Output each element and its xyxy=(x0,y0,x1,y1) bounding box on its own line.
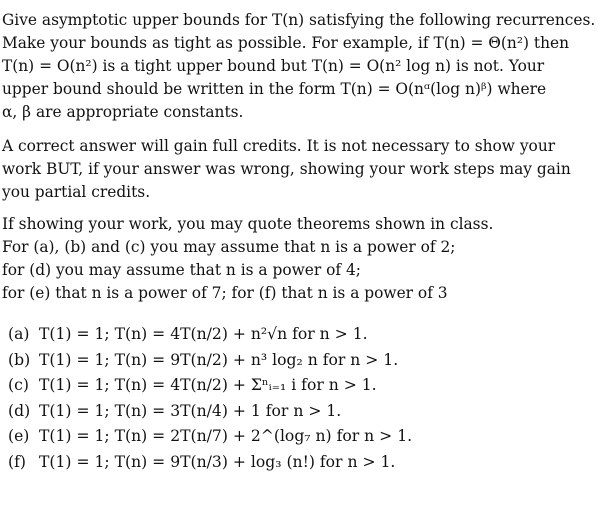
item-label: (b) xyxy=(8,350,31,369)
intro-line: you partial credits. xyxy=(2,183,151,201)
item-label: (c) xyxy=(8,376,29,394)
recurrence-item xyxy=(8,373,598,399)
intro-line: work BUT, if your answer was wrong, showing your work steps may gain xyxy=(2,160,571,178)
intro-line: Make your bounds as tight as possible. For example, if T(n) = Θ(n²) then xyxy=(2,34,570,52)
recurrence-expression: T(1) = 1; T(n) = 4T(n/2) + Σⁿᵢ₌₁ i for n > 1. xyxy=(39,376,377,394)
recurrence-expression: T(1) = 1; T(n) = 9T(n/3) + log₃ (n!) for n > 1. xyxy=(39,452,396,471)
intro-paragraph-1 xyxy=(2,9,613,124)
recurrence-item xyxy=(8,424,598,450)
item-label: (e) xyxy=(8,427,30,445)
intro-line: for (e) that n is a power of 7; for (f) that n is a power of 3 xyxy=(2,284,448,302)
recurrence-item xyxy=(8,450,598,476)
intro-paragraph-3 xyxy=(2,213,613,305)
intro-line: For (a), (b) and (c) you may assume that n is a power of 2; xyxy=(2,238,456,256)
recurrence-list xyxy=(8,322,598,475)
recurrence-expression: T(1) = 1; T(n) = 4T(n/2) + n²√n for n > 1. xyxy=(39,325,368,343)
recurrence-expression: T(1) = 1; T(n) = 9T(n/2) + n³ log₂ n for n > 1. xyxy=(39,350,399,369)
item-label: (d) xyxy=(8,401,31,420)
intro-line: for (d) you may assume that n is a power of 4; xyxy=(2,261,361,279)
recurrence-item xyxy=(8,322,598,348)
intro-line: Give asymptotic upper bounds for T(n) satisfying the following recurrences. xyxy=(2,11,596,29)
item-label: (f) xyxy=(8,452,26,471)
item-label: (a) xyxy=(8,325,30,343)
recurrence-expression: T(1) = 1; T(n) = 3T(n/4) + 1 for n > 1. xyxy=(39,401,342,420)
recurrence-item xyxy=(8,399,598,425)
intro-line: If showing your work, you may quote theorems shown in class. xyxy=(2,215,494,233)
intro-line: A correct answer will gain full credits. It is not necessary to show your xyxy=(2,137,556,155)
recurrence-item xyxy=(8,348,598,374)
recurrence-expression: T(1) = 1; T(n) = 2T(n/7) + 2^(log₇ n) for n > 1. xyxy=(39,427,413,445)
intro-line: T(n) = O(n²) is a tight upper bound but T(n) = O(n² log n) is not. Your xyxy=(2,57,545,75)
intro-line: upper bound should be written in the form T(n) = O(nᵅ(log n)ᵝ) where xyxy=(2,80,547,98)
intro-line: α, β are appropriate constants. xyxy=(2,103,244,121)
intro-paragraph-2 xyxy=(2,135,613,204)
